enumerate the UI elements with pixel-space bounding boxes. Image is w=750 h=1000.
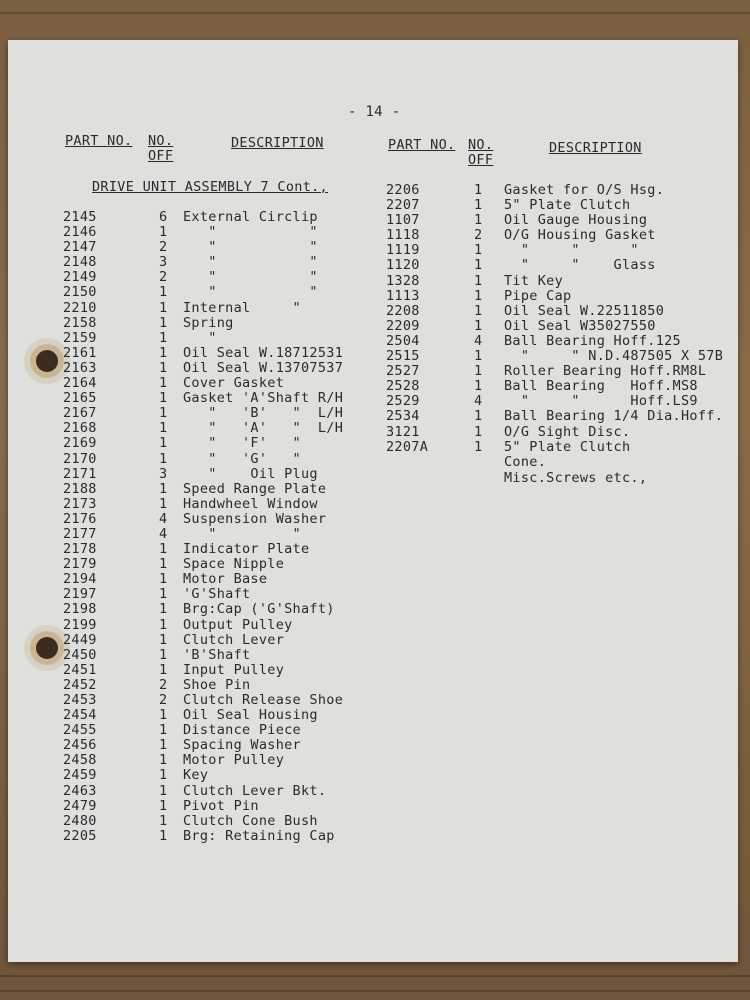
parts-row xyxy=(63,361,383,376)
quantity-off: 1 xyxy=(159,586,168,603)
header-part-no-left: PART NO. xyxy=(65,133,133,149)
part-number: 2454 xyxy=(63,707,97,724)
parts-row xyxy=(63,587,383,602)
parts-row xyxy=(63,768,383,783)
quantity-off: 1 xyxy=(159,601,168,618)
part-number: 2207 xyxy=(386,197,420,214)
part-description: Clutch Lever xyxy=(183,631,285,648)
part-description: " " xyxy=(183,224,318,241)
part-description: External Circlip xyxy=(183,209,318,225)
part-description: Oil Seal Housing xyxy=(183,707,318,724)
parts-row xyxy=(386,289,736,304)
parts-row xyxy=(63,618,383,633)
quantity-off: 1 xyxy=(159,571,168,588)
parts-row xyxy=(63,693,383,708)
part-number: 2146 xyxy=(63,224,97,241)
part-number: 1120 xyxy=(386,257,420,274)
part-number: 2194 xyxy=(63,571,97,588)
parts-row xyxy=(63,572,383,587)
part-description: O/G Sight Disc. xyxy=(504,423,631,440)
part-description: " " Hoff.LS9 xyxy=(504,393,698,410)
quantity-off: 1 xyxy=(159,767,168,784)
part-number: 1118 xyxy=(386,227,420,244)
parts-row xyxy=(63,527,383,542)
quantity-off: 1 xyxy=(474,272,483,289)
header-no-right: NO. xyxy=(468,137,494,153)
part-number: 2145 xyxy=(63,209,97,225)
part-number: 2207A xyxy=(386,438,429,455)
quantity-off: 1 xyxy=(474,257,483,274)
part-number: 2149 xyxy=(63,269,97,286)
wood-grain xyxy=(0,12,750,14)
parts-row xyxy=(63,708,383,723)
part-description: Distance Piece xyxy=(183,722,301,739)
parts-row xyxy=(63,829,383,844)
part-number: 2459 xyxy=(63,767,97,784)
part-number: 2179 xyxy=(63,556,97,573)
part-description: Ball Bearing 1/4 Dia.Hoff. xyxy=(504,408,724,425)
part-number: 2463 xyxy=(63,782,97,799)
parts-row xyxy=(63,225,383,240)
part-description: Space Nipple xyxy=(183,556,285,573)
parts-row xyxy=(386,394,736,409)
wood-grain xyxy=(0,990,750,992)
part-description: Spacing Washer xyxy=(183,737,301,754)
part-description: 'B'Shaft xyxy=(183,646,251,663)
part-description: Oil Gauge Housing xyxy=(504,212,648,229)
part-number: 2206 xyxy=(386,182,420,198)
part-number: 2515 xyxy=(386,348,420,365)
part-description: " xyxy=(183,329,217,346)
part-description: Cover Gasket xyxy=(183,375,285,392)
part-description: Roller Bearing Hoff.RM8L xyxy=(504,363,707,380)
part-number: 2169 xyxy=(63,435,97,452)
part-description: Clutch Release Shoe xyxy=(183,692,344,708)
part-description: 5" Plate Clutch xyxy=(504,438,631,455)
part-description: Ball Bearing Hoff.MS8 xyxy=(504,378,698,395)
part-number: 2208 xyxy=(386,302,420,319)
part-number: 2198 xyxy=(63,601,97,618)
part-number: 2452 xyxy=(63,676,97,693)
parts-row xyxy=(386,258,736,273)
part-description: Clutch Cone Bush xyxy=(183,812,318,829)
quantity-off: 1 xyxy=(159,646,168,663)
part-number: 2178 xyxy=(63,541,97,558)
part-number: 2479 xyxy=(63,797,97,814)
parts-row xyxy=(63,482,383,497)
parts-row xyxy=(386,334,736,349)
quantity-off: 1 xyxy=(159,631,168,648)
part-number: 2148 xyxy=(63,254,97,271)
header-description-right: DESCRIPTION xyxy=(549,140,642,156)
part-description: Shoe Pin xyxy=(183,676,251,693)
part-number: 1119 xyxy=(386,242,420,259)
part-number: 1107 xyxy=(386,212,420,229)
part-description: " 'G' " xyxy=(183,450,301,467)
part-number: 2197 xyxy=(63,586,97,603)
part-description: Tit Key xyxy=(504,272,563,289)
part-description: Pivot Pin xyxy=(183,797,259,814)
quantity-off: 1 xyxy=(474,348,483,365)
parts-row xyxy=(63,240,383,255)
quantity-off: 1 xyxy=(159,661,168,678)
quantity-off: 1 xyxy=(159,827,168,844)
quantity-off: 1 xyxy=(159,420,168,437)
part-number: 2210 xyxy=(63,299,97,316)
parts-row xyxy=(386,425,736,440)
quantity-off: 1 xyxy=(159,390,168,407)
parts-row xyxy=(63,467,383,482)
part-description: Ball Bearing Hoff.125 xyxy=(504,332,681,349)
quantity-off: 2 xyxy=(159,676,168,693)
quantity-off: 1 xyxy=(159,314,168,331)
parts-row xyxy=(386,274,736,289)
part-description: " " xyxy=(183,254,318,271)
quantity-off: 1 xyxy=(474,408,483,425)
quantity-off: 1 xyxy=(159,722,168,739)
parts-row xyxy=(63,512,383,527)
quantity-off: 1 xyxy=(159,329,168,346)
part-number: 2147 xyxy=(63,239,97,256)
parts-row xyxy=(63,301,383,316)
quantity-off: 1 xyxy=(474,287,483,304)
part-number: 2199 xyxy=(63,616,97,633)
part-number: 2529 xyxy=(386,393,420,410)
parts-row xyxy=(63,723,383,738)
part-description: Internal " xyxy=(183,299,301,316)
parts-row xyxy=(386,243,736,258)
parts-row xyxy=(386,379,736,394)
part-number: 2177 xyxy=(63,525,97,542)
part-number: 1113 xyxy=(386,287,420,304)
parts-row xyxy=(63,557,383,572)
header-off-right: OFF xyxy=(468,152,494,168)
part-description: Oil Seal W.22511850 xyxy=(504,302,665,319)
part-description: " 'F' " xyxy=(183,435,301,452)
parts-row xyxy=(386,349,736,364)
part-description: Oil Seal W.13707537 xyxy=(183,359,344,376)
punch-hole xyxy=(36,350,58,372)
part-description: Gasket for O/S Hsg. xyxy=(504,182,665,198)
part-number: 2455 xyxy=(63,722,97,739)
part-number: 2170 xyxy=(63,450,97,467)
header-description-left: DESCRIPTION xyxy=(231,135,324,151)
part-number: 2451 xyxy=(63,661,97,678)
part-number: 2167 xyxy=(63,405,97,422)
part-description: Handwheel Window xyxy=(183,495,318,512)
page-number: - 14 - xyxy=(348,104,401,120)
quantity-off: 4 xyxy=(159,525,168,542)
quantity-off: 3 xyxy=(159,254,168,271)
quantity-off: 1 xyxy=(474,197,483,214)
quantity-off: 1 xyxy=(159,495,168,512)
part-description: " " N.D.487505 X 57B xyxy=(504,348,724,365)
quantity-off: 1 xyxy=(159,707,168,724)
part-description: " " xyxy=(183,525,301,542)
part-description: " " " xyxy=(504,242,639,259)
part-number: 3121 xyxy=(386,423,420,440)
quantity-off: 1 xyxy=(159,450,168,467)
punch-hole xyxy=(36,637,58,659)
parts-row xyxy=(386,455,736,470)
part-description: Gasket 'A'Shaft R/H xyxy=(183,390,344,407)
quantity-off: 1 xyxy=(474,363,483,380)
part-number: 2188 xyxy=(63,480,97,497)
parts-row xyxy=(63,316,383,331)
quantity-off: 1 xyxy=(159,435,168,452)
quantity-off: 4 xyxy=(474,393,483,410)
part-number: 2173 xyxy=(63,495,97,512)
part-number: 2161 xyxy=(63,344,97,361)
parts-row xyxy=(386,228,736,243)
header-part-no-right: PART NO. xyxy=(388,137,456,153)
quantity-off: 1 xyxy=(159,782,168,799)
quantity-off: 1 xyxy=(159,375,168,392)
quantity-off: 4 xyxy=(159,510,168,527)
part-number: 2205 xyxy=(63,827,97,844)
parts-row xyxy=(63,648,383,663)
parts-row xyxy=(63,738,383,753)
part-description: " " xyxy=(183,239,318,256)
quantity-off: 1 xyxy=(474,182,483,198)
part-number: 2209 xyxy=(386,317,420,334)
part-number: 2458 xyxy=(63,752,97,769)
quantity-off: 1 xyxy=(159,299,168,316)
quantity-off: 1 xyxy=(159,797,168,814)
parts-row xyxy=(386,364,736,379)
quantity-off: 1 xyxy=(159,556,168,573)
parts-row xyxy=(386,319,736,334)
part-description: Input Pulley xyxy=(183,661,285,678)
quantity-off: 2 xyxy=(159,692,168,708)
part-number: 2504 xyxy=(386,332,420,349)
parts-row xyxy=(63,406,383,421)
part-description: Indicator Plate xyxy=(183,541,310,558)
part-number: 2168 xyxy=(63,420,97,437)
part-number: 2528 xyxy=(386,378,420,395)
quantity-off: 1 xyxy=(474,378,483,395)
part-number: 2163 xyxy=(63,359,97,376)
part-description: Output Pulley xyxy=(183,616,293,633)
part-description: " 'B' " L/H xyxy=(183,405,344,422)
quantity-off: 1 xyxy=(474,423,483,440)
section-title: DRIVE UNIT ASSEMBLY 7 Cont., xyxy=(92,179,328,195)
parts-row xyxy=(386,198,736,213)
parts-row xyxy=(63,376,383,391)
quantity-off: 2 xyxy=(159,269,168,286)
part-description: " " xyxy=(183,269,318,286)
quantity-off: 1 xyxy=(474,438,483,455)
part-number: 2164 xyxy=(63,375,97,392)
parts-row xyxy=(386,183,736,198)
part-description: " " xyxy=(183,284,318,301)
part-number: 2534 xyxy=(386,408,420,425)
right-parts-list xyxy=(386,183,736,470)
parts-row xyxy=(63,391,383,406)
part-number: 2527 xyxy=(386,363,420,380)
part-number: 2150 xyxy=(63,284,97,301)
left-parts-list xyxy=(63,210,383,844)
quantity-off: 4 xyxy=(474,332,483,349)
quantity-off: 1 xyxy=(159,284,168,301)
part-description: O/G Housing Gasket xyxy=(504,227,656,244)
header-no-left: NO. xyxy=(148,133,174,149)
wood-grain xyxy=(0,975,750,977)
quantity-off: 1 xyxy=(159,405,168,422)
part-number: 2450 xyxy=(63,646,97,663)
parts-row xyxy=(63,346,383,361)
part-description: Oil Seal W35027550 xyxy=(504,317,656,334)
parts-row xyxy=(63,542,383,557)
quantity-off: 3 xyxy=(159,465,168,482)
quantity-off: 1 xyxy=(159,752,168,769)
parts-row xyxy=(63,210,383,225)
document-page xyxy=(8,40,738,962)
part-description: " Oil Plug xyxy=(183,465,318,482)
parts-row xyxy=(63,602,383,617)
part-number: 2449 xyxy=(63,631,97,648)
part-description: Key xyxy=(183,767,209,784)
quantity-off: 2 xyxy=(159,239,168,256)
parts-row xyxy=(386,440,736,455)
part-description: Brg: Retaining Cap xyxy=(183,827,335,844)
quantity-off: 1 xyxy=(474,242,483,259)
quantity-off: 1 xyxy=(474,212,483,229)
part-description: Oil Seal W.18712531 xyxy=(183,344,344,361)
part-description: Suspension Washer xyxy=(183,510,327,527)
parts-row xyxy=(386,213,736,228)
part-description: 5" Plate Clutch xyxy=(504,197,631,214)
parts-row xyxy=(63,753,383,768)
part-description: " 'A' " L/H xyxy=(183,420,344,437)
part-number: 2158 xyxy=(63,314,97,331)
quantity-off: 2 xyxy=(474,227,483,244)
parts-row xyxy=(63,814,383,829)
quantity-off: 6 xyxy=(159,209,168,225)
quantity-off: 1 xyxy=(159,616,168,633)
part-description: 'G'Shaft xyxy=(183,586,251,603)
parts-row xyxy=(63,678,383,693)
part-number: 2176 xyxy=(63,510,97,527)
part-description: " " Glass xyxy=(504,257,656,274)
quantity-off: 1 xyxy=(159,541,168,558)
parts-row xyxy=(63,285,383,300)
parts-row xyxy=(63,784,383,799)
part-number: 2456 xyxy=(63,737,97,754)
parts-row xyxy=(63,255,383,270)
header-off-left: OFF xyxy=(148,148,174,164)
quantity-off: 1 xyxy=(159,737,168,754)
part-number: 2453 xyxy=(63,692,97,708)
parts-row xyxy=(63,421,383,436)
quantity-off: 1 xyxy=(474,302,483,319)
quantity-off: 1 xyxy=(474,317,483,334)
part-description: Cone. xyxy=(504,453,547,470)
part-description: Brg:Cap ('G'Shaft) xyxy=(183,601,335,618)
part-description: Pipe Cap xyxy=(504,287,572,304)
part-description: Spring xyxy=(183,314,234,331)
parts-row xyxy=(63,331,383,346)
quantity-off: 1 xyxy=(159,359,168,376)
parts-row xyxy=(63,663,383,678)
quantity-off: 1 xyxy=(159,480,168,497)
quantity-off: 1 xyxy=(159,344,168,361)
parts-row xyxy=(63,633,383,648)
parts-row xyxy=(63,452,383,467)
quantity-off: 1 xyxy=(159,224,168,241)
part-description: Motor Base xyxy=(183,571,268,588)
quantity-off: 1 xyxy=(159,812,168,829)
parts-row xyxy=(386,409,736,424)
part-description: Speed Range Plate xyxy=(183,480,327,497)
parts-row xyxy=(63,497,383,512)
misc-note: Misc.Screws etc., xyxy=(504,470,648,486)
part-number: 2159 xyxy=(63,329,97,346)
part-description: Clutch Lever Bkt. xyxy=(183,782,327,799)
part-number: 2171 xyxy=(63,465,97,482)
parts-row xyxy=(386,304,736,319)
part-number: 2165 xyxy=(63,390,97,407)
part-number: 2480 xyxy=(63,812,97,829)
parts-row xyxy=(63,799,383,814)
parts-row xyxy=(63,436,383,451)
part-description: Motor Pulley xyxy=(183,752,285,769)
parts-row xyxy=(63,270,383,285)
part-number: 1328 xyxy=(386,272,420,289)
